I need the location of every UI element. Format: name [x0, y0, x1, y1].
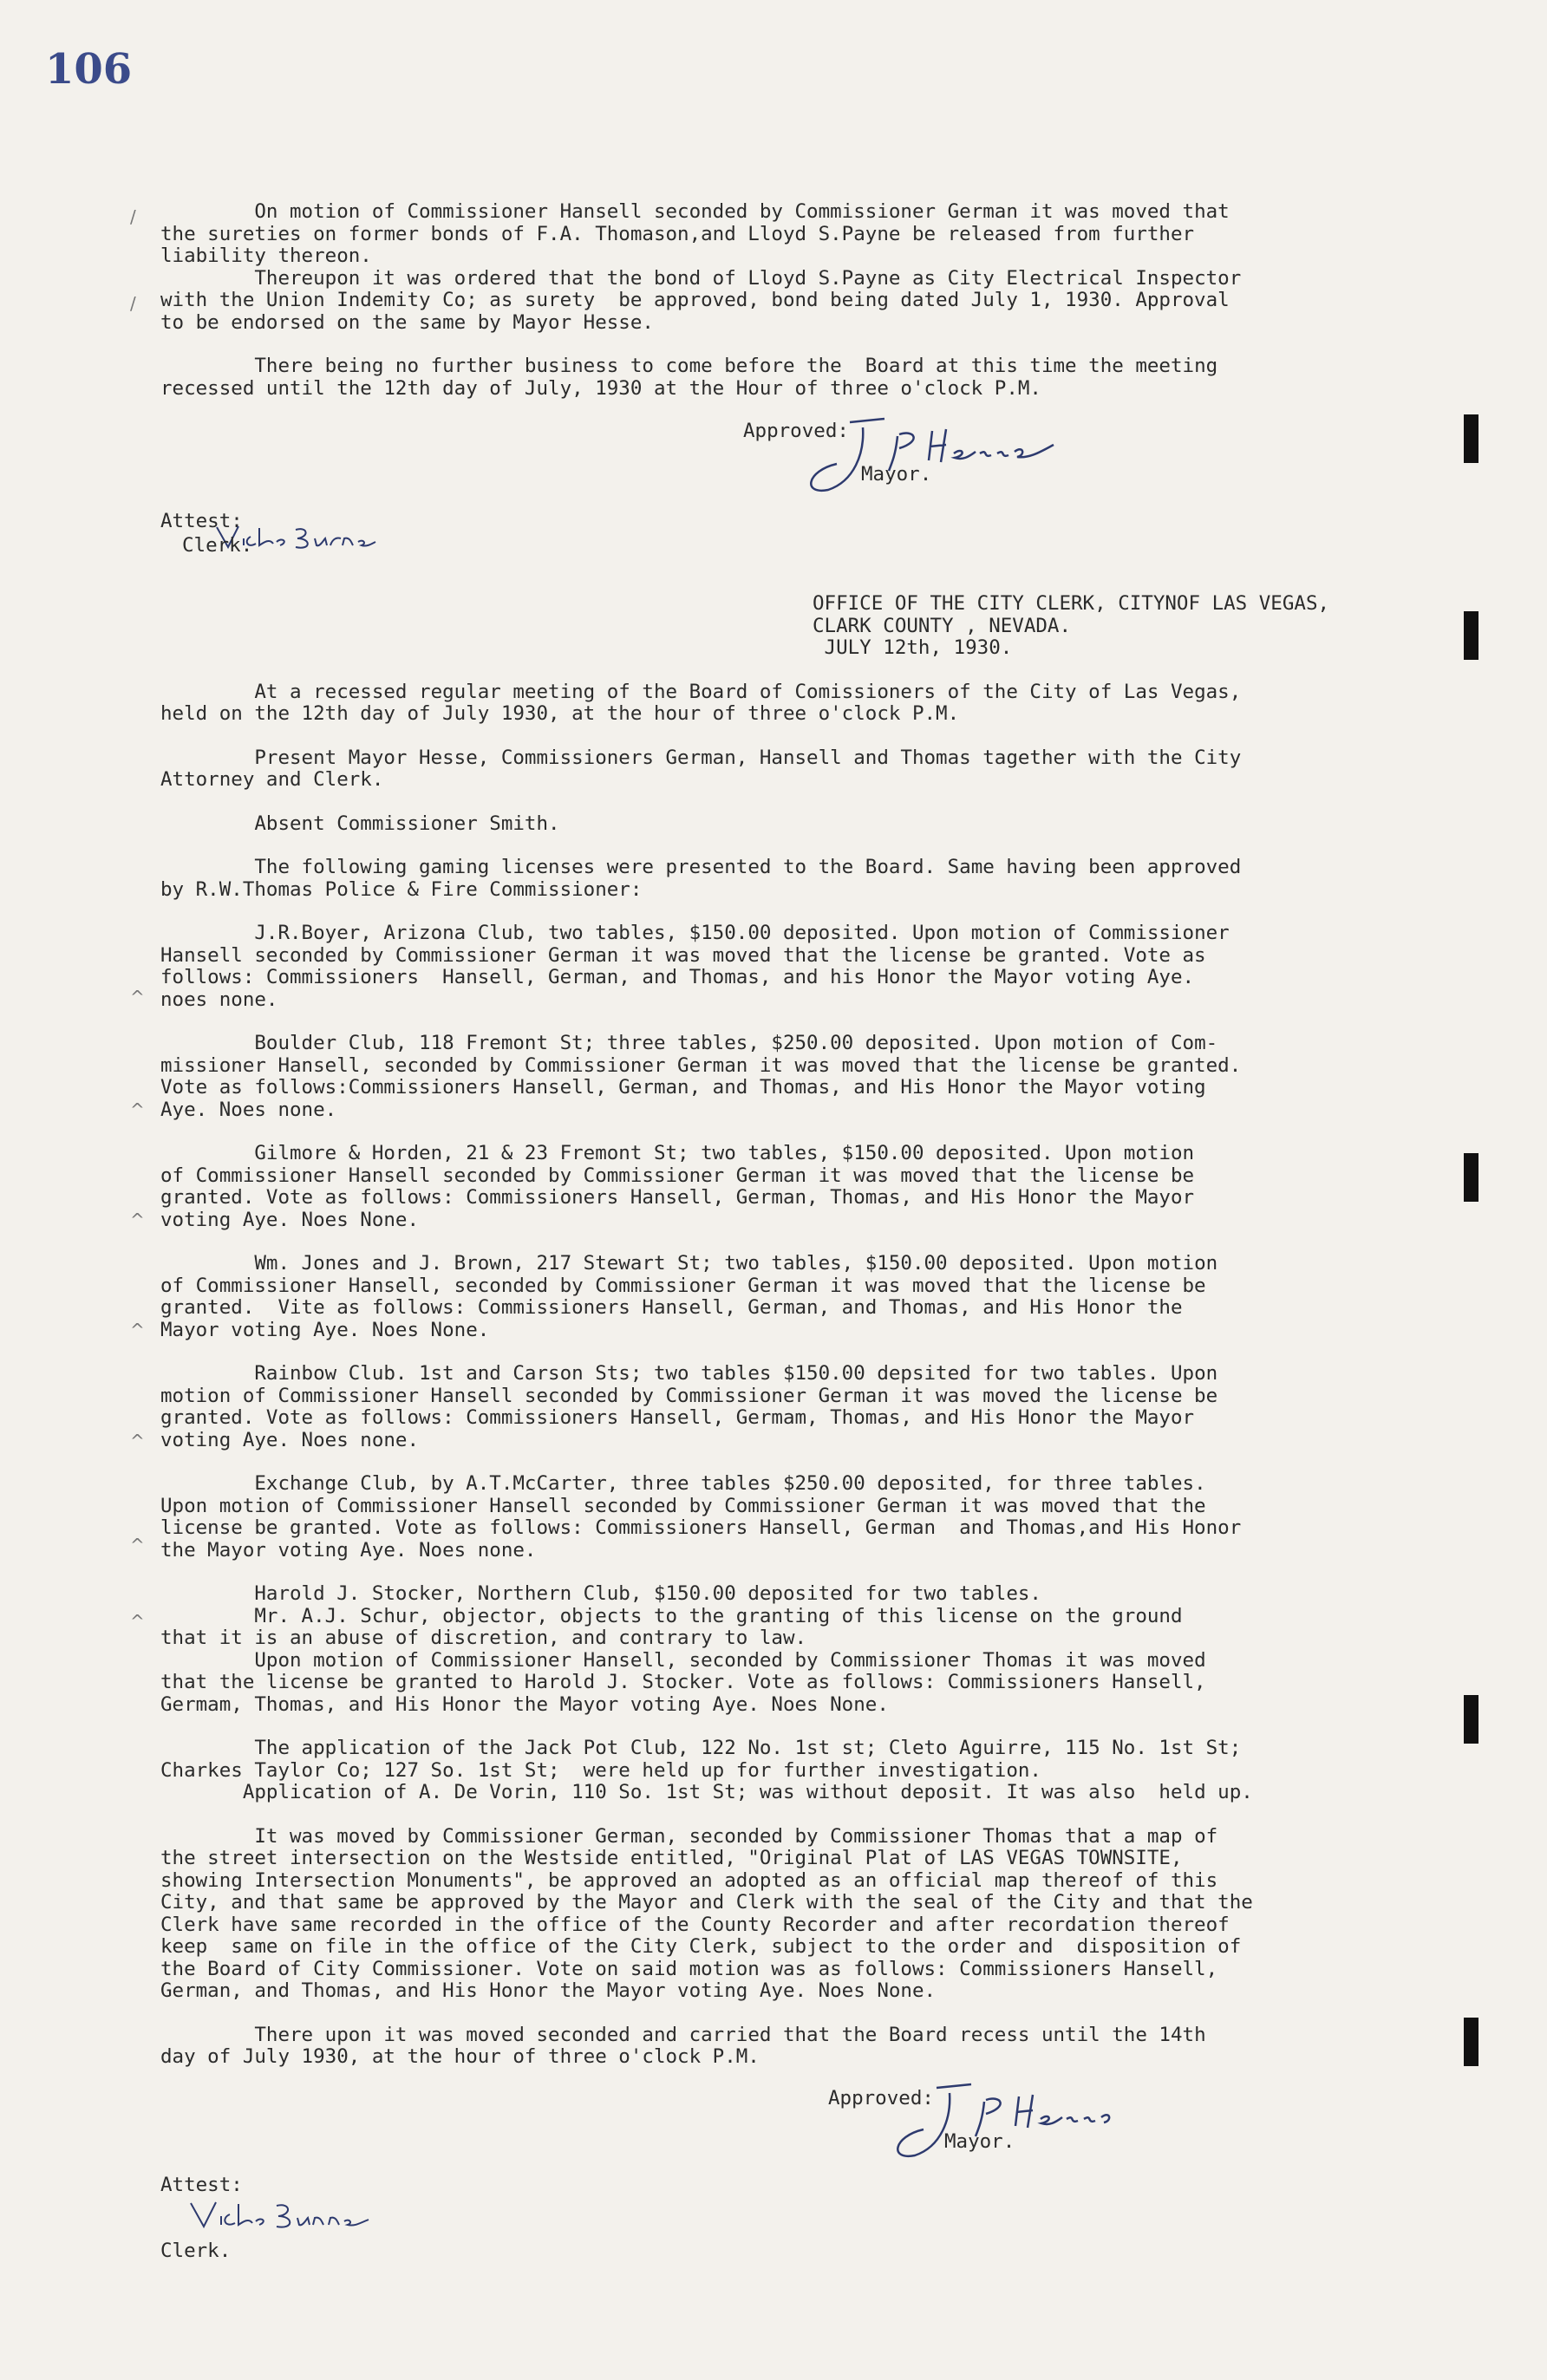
paragraph-recess-14th: There upon it was moved seconded and carried that the Board recess until the 14th day of July 1930, at the hour of three o'clock P.M. — [160, 2023, 1206, 2068]
paragraph-absent: Absent Commissioner Smith. — [160, 812, 560, 835]
attest-label: Attest: — [160, 2173, 243, 2196]
paragraph-recess: There being no further business to come before the Board at this time the meeting recessed until the 12th day of July, 1930 at the Hour of three o'clock P.M. — [160, 355, 1218, 400]
clerk-label: Clerk. — [160, 2239, 232, 2262]
margin-tick: ^ — [130, 987, 145, 1007]
margin-tick: ^ — [130, 1099, 145, 1120]
approval-block-2 — [160, 2084, 1409, 2180]
binder-mark — [1464, 414, 1478, 463]
paragraph-sureties: On motion of Commissioner Hansell seconded by Commissioner German it was moved that the sureties on former bonds of F.A. Thomason,and Lloyd S.Payne be released from further liability thereon. — [160, 200, 1230, 267]
approved-label: Approved: — [743, 420, 849, 442]
paragraph-bond-approval: Thereupon it was ordered that the bond of Lloyd S.Payne as City Electrical Inspector with the Union Indemity Co; as surety be approved, bond being dated July 1, 1930. Approval to be endorsed on the same by Mayor Hesse. — [160, 266, 1242, 334]
minutes-document — [160, 201, 1409, 2270]
approval-block-1 — [160, 417, 1409, 512]
paragraph-held-up: The application of the Jack Pot Club, 122 No. 1st st; Cleto Aguirre, 115 No. 1st St; Charkes Taylor Co; 127 So. 1st St; were held up for further investigation. Application of A. De Vorin, 110 So. 1st St; was without deposit. It was also held up. — [160, 1737, 1253, 1803]
mayor-label: Mayor. — [861, 463, 932, 486]
paragraph-rainbow-club: Rainbow Club. 1st and Carson Sts; two tables $150.00 depsited for two tables. Upon motion of Commissioner Hansell seconded by Commissioner German it was moved the license be granted. Vote as follows: Commissioners Hansell, Germam, Thomas, and His Honor the Mayor voting Aye. Noes none. — [160, 1362, 1218, 1451]
binder-mark — [1464, 2018, 1478, 2066]
paragraph-arizona-club: J.R.Boyer, Arizona Club, two tables, $150.00 deposited. Upon motion of Commissioner Hansell seconded by Commissioner German it was moved that the license be granted. Vote as follows: Commissioners Hansell, German, and Thomas, and his Honor the Mayor voting Aye. noes none. — [160, 922, 1230, 1011]
paragraph-gaming-licenses: The following gaming licenses were presented to the Board. Same having been approved by R.W.Thomas Police & Fire Commissioner: — [160, 856, 1242, 901]
paragraph-jones-brown: Wm. Jones and J. Brown, 217 Stewart St; two tables, $150.00 deposited. Upon motion of Commissioner Hansell, seconded by Commissioner German it was moved that the license be granted. Vite as follows: Commissioners Hansell, German, and Thomas, and His Honor the Mayor voting Aye. Noes None. — [160, 1252, 1218, 1341]
attest-block-1 — [160, 511, 1409, 580]
margin-tick: ^ — [130, 1431, 145, 1451]
paragraph-meeting-intro: At a recessed regular meeting of the Board of Comissioners of the City of Las Vegas, held on the 12th day of July 1930, at the hour of three o'clock P.M. — [160, 680, 1242, 725]
margin-tick: ^ — [130, 1210, 145, 1230]
binder-mark — [1464, 611, 1478, 660]
paragraph-boulder-club: Boulder Club, 118 Fremont St; three tables, $250.00 deposited. Upon motion of Com- missioner Hansell, seconded by Commissioner German it was moved that the license be granted. Vote as follows:Commissioners Hansell, German, and Thomas, and His Honor the Mayor voting Aye. Noes none. — [160, 1032, 1242, 1121]
paragraph-townsite-map: It was moved by Commissioner German, seconded by Commissioner Thomas that a map of the street intersection on the Westside entitled, "Original Plat of LAS VEGAS TOWNSITE, showing Intersection Monuments", be approved an adopted as an official map thereof of this City, and that same be approved by the Mayor and Clerk with the seal of the City and that the Clerk have same recorded in the office of the County Recorder and after recordation thereof keep same on file in the office of the City Clerk, subject to the order and disposition of the Board of City Commissioner. Vote on said motion was as follows: Commissioners Hansell, German, and Thomas, and His Honor the Mayor voting Aye. Noes None. — [160, 1824, 1253, 2002]
paragraph-northern-club: Harold J. Stocker, Northern Club, $150.00 deposited for two tables. Mr. A.J. Schur, objector, objects to the granting of this license on the ground that it is an abuse of discretion, and contrary to law. Upon motion of Commissioner Hansell, seconded by Commissioner Thomas it was moved that the license be granted to Harold J. Stocker. Vote as follows: Commissioners Hansell, Germam, Thomas, and His Honor the Mayor voting Aye. Noes None. — [160, 1582, 1206, 1716]
page-number: 106 — [45, 45, 133, 94]
margin-tick: / — [130, 293, 136, 314]
margin-tick: ^ — [130, 1320, 145, 1340]
office-header: OFFICE OF THE CITY CLERK, CITYNOF LAS VEGAS, CLARK COUNTY , NEVADA. JULY 12th, 1930. — [813, 592, 1330, 659]
mayor-signature-1 — [802, 410, 1062, 497]
approved-label: Approved: — [828, 2086, 934, 2109]
paragraph-gilmore-horden: Gilmore & Horden, 21 & 23 Fremont St; two tables, $150.00 deposited. Upon motion of Commissioner Hansell seconded by Commissioner German it was moved that the license be granted. Vote as follows: Commissioners Hansell, German, Thomas, and His Honor the Mayor voting Aye. Noes None. — [160, 1142, 1195, 1231]
margin-tick: ^ — [130, 1535, 145, 1555]
paragraph-exchange-club: Exchange Club, by A.T.McCarter, three tables $250.00 deposited, for three tables. Upon motion of Commissioner Hansell seconded by Commissioner German it was moved that the license be granted. Vote as follows: Commissioners Hansell, German and Thomas,and His Honor the Mayor voting Aye. Noes none. — [160, 1472, 1242, 1562]
attest-block-2 — [160, 2175, 1409, 2270]
attest-label: Attest: — [160, 510, 243, 532]
margin-tick: ^ — [130, 1611, 145, 1632]
clerk-label: Clerk. — [182, 534, 253, 557]
paragraph-present: Present Mayor Hesse, Commissioners German, Hansell and Thomas tagether with the City Attorney and Clerk. — [160, 746, 1242, 791]
binder-mark — [1464, 1153, 1478, 1202]
margin-tick: / — [130, 206, 136, 227]
binder-mark — [1464, 1695, 1478, 1744]
mayor-label: Mayor. — [944, 2129, 1015, 2153]
clerk-signature-2 — [186, 2199, 412, 2237]
